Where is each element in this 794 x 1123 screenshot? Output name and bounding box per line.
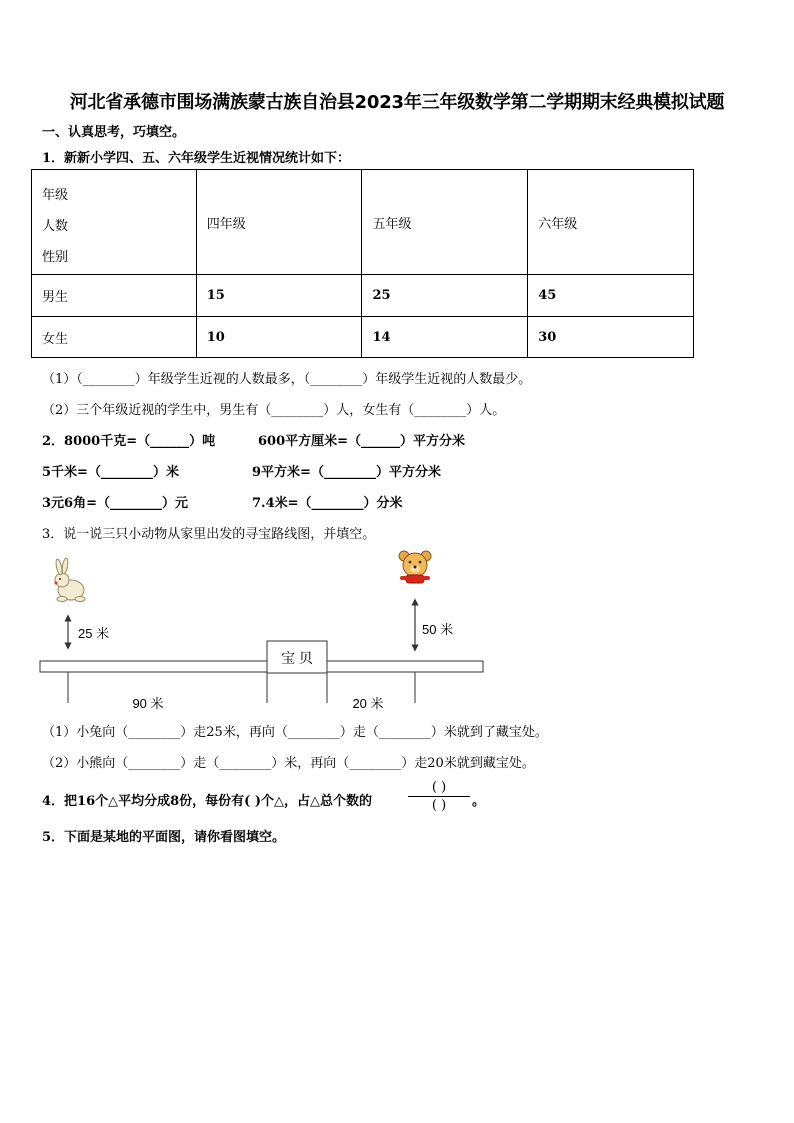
rabbit-distance-label: 25 米 (78, 626, 110, 641)
statistics-table (31, 169, 694, 358)
column-header: 四年级 (196, 170, 362, 275)
column-header: 六年级 (528, 170, 694, 275)
table-header-row (32, 170, 694, 275)
table-cell: 14 (362, 317, 528, 358)
fraction-blank (408, 780, 470, 813)
question-1-stem: 1．新新小学四、五、六年级学生近视情况统计如下： (42, 151, 351, 166)
fraction-denominator: ( ) (431, 798, 447, 813)
table-row (32, 317, 694, 358)
left-distance-label: 90 米 (132, 696, 164, 711)
road (40, 661, 483, 672)
question-3-sub2: （2）小熊向（________）走（________）米，再向（________）走20米就到藏宝处。 (42, 756, 535, 771)
question-1-sub1: （1）（________）年级学生近视的人数最多，（________）年级学生近视的人数最少。 (42, 372, 532, 387)
table-row (32, 275, 694, 317)
table-cell: 45 (528, 275, 694, 317)
question-2-item-c: 5千米=（________）米 (42, 465, 179, 480)
question-1-sub2: （2）三个年级近视的学生中，男生有（________）人，女生有（________）人。 (42, 403, 506, 418)
table-cell: 25 (362, 275, 528, 317)
treasure-route-diagram (30, 548, 500, 720)
fraction-bar (408, 796, 470, 797)
question-3-stem: 3．说一说三只小动物从家里出发的寻宝路线图，并填空。 (42, 527, 376, 542)
table-cell: 15 (196, 275, 362, 317)
column-header: 五年级 (362, 170, 528, 275)
header-diagonal-cell (32, 170, 197, 275)
header-label-count: 人数 (42, 219, 69, 234)
page-title: 河北省承德市围场满族蒙古族自治县2023年三年级数学第二学期期末经典模拟试题 (69, 92, 725, 113)
bear-distance-label: 50 米 (422, 622, 454, 637)
question-2-item-e: 3元6角=（________）元 (42, 496, 188, 511)
route-map-svg (30, 548, 500, 716)
question-2-item-a: 2．8000千克=（______）吨 (42, 434, 216, 449)
row-label: 女生 (32, 317, 197, 358)
question-2-item-b: 600平方厘米=（______）平方分米 (258, 434, 466, 449)
question-2-item-f: 7.4米=（________）分米 (252, 496, 403, 511)
right-distance-label: 20 米 (352, 696, 384, 711)
header-label-grade: 年级 (42, 188, 69, 203)
question-4-end: 。 (472, 794, 486, 809)
question-5-text: 5．下面是某地的平面图，请你看图填空。 (42, 830, 286, 845)
table-cell: 10 (196, 317, 362, 358)
treasure-label: 宝 贝 (281, 650, 313, 666)
bear-icon (399, 551, 431, 583)
fraction-numerator: ( ) (431, 780, 447, 795)
section-heading: 一、认真思考，巧填空。 (42, 125, 186, 140)
question-4-text: 4．把16个△平均分成8份，每份有( )个△，占△总个数的 (42, 794, 373, 809)
row-label: 男生 (32, 275, 197, 317)
rabbit-icon (55, 558, 86, 602)
header-label-gender: 性别 (42, 250, 69, 265)
question-3-sub1: （1）小兔向（________）走25米，再向（________）走（________）米就到了藏宝处。 (42, 725, 548, 740)
table-cell: 30 (528, 317, 694, 358)
question-2-item-d: 9平方米=（________）平方分米 (252, 465, 441, 480)
